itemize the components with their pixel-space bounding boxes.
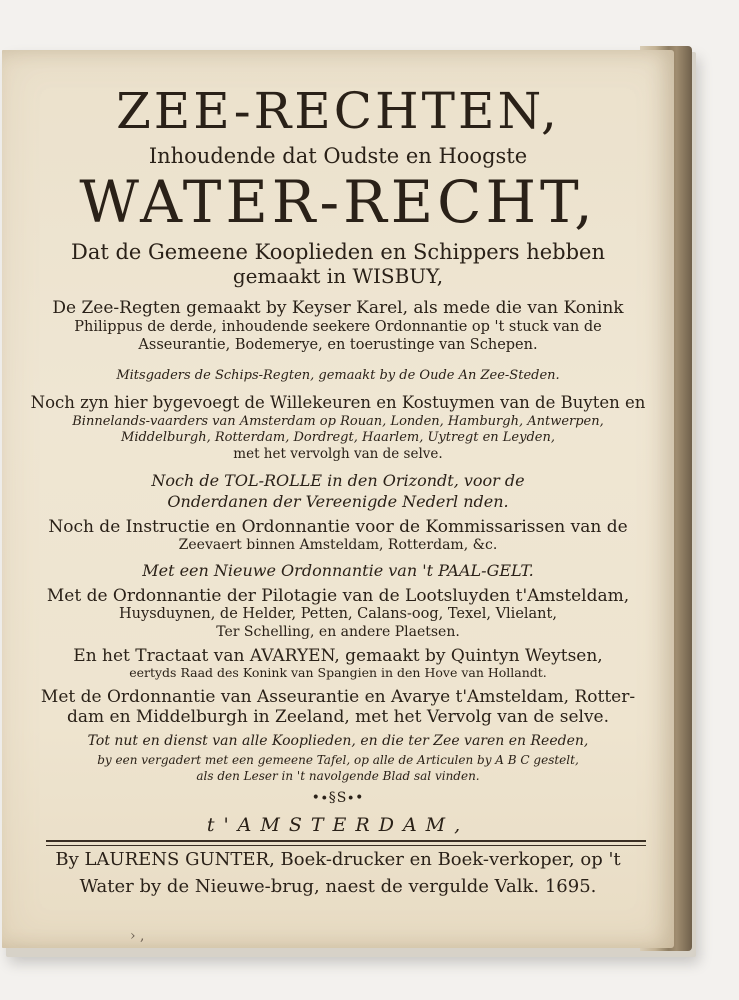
margin-mark: › , xyxy=(130,928,145,944)
text-line: Met een Nieuwe Ordonnantie van 't PAAL-GELT. xyxy=(142,561,534,580)
text-line: Dat de Gemeene Kooplieden en Schippers hebben xyxy=(70,240,605,264)
text-line: Noch de Instructie en Ordonnantie voor de Kommissarissen van de xyxy=(48,517,628,537)
printers-ornament: •∙§S∙• xyxy=(311,790,365,806)
text-line: eertyds Raad des Konink van Spangien in den Hove van Hollandt. xyxy=(129,665,547,680)
printer-imprint-line: By LAURENS GUNTER, Boek-drucker en Boek-verkoper, op 't xyxy=(55,849,621,870)
text-line: Tot nut en dienst van alle Kooplieden, en die ter Zee varen en Reeden, xyxy=(87,733,589,749)
text-line: dam en Middelburgh in Zeeland, met het Vervolg van de selve. xyxy=(66,707,610,727)
text-line: Binnelands-vaarders van Amsterdam op Rouan, Londen, Hamburgh, Antwerpen, xyxy=(72,414,604,429)
text-line: Mitsgaders de Schips-Regten, gemaakt by de Oude An Zee-Steden. xyxy=(116,368,560,383)
text-line: Ter Schelling, en andere Plaetsen. xyxy=(216,624,460,640)
subtitle-line: Inhoudende dat Oudste en Hoogste xyxy=(148,144,528,168)
double-rule-bottom xyxy=(46,845,646,846)
text-line: gemaakt in WISBUY, xyxy=(232,264,444,288)
text-line: De Zee-Regten gemaakt by Keyser Karel, als mede die van Konink xyxy=(52,298,624,318)
title-page xyxy=(2,50,674,948)
text-line: En het Tractaat van AVARYEN, gemaakt by Quintyn Weytsen, xyxy=(73,646,603,666)
text-line: Middelburgh, Rotterdam, Dordregt, Haarlem, Uytregt en Leyden, xyxy=(121,430,555,445)
text-line: Onderdanen der Vereenigde Nederl nden. xyxy=(167,492,509,511)
main-title: ZEE-RECHTEN, xyxy=(116,82,560,140)
text-line: Met de Ordonnantie van Asseurantie en Avarye t'Amsteldam, Rotter- xyxy=(40,687,636,707)
text-line: Met de Ordonnantie der Pilotagie van de Lootsluyden t'Amsteldam, xyxy=(46,586,630,606)
text-line: Noch de TOL-ROLLE in den Orizondt, voor de xyxy=(151,471,525,490)
text-line: met het vervolgh van de selve. xyxy=(233,446,443,462)
printer-imprint-line: Water by de Nieuwe-brug, naest de vergulde Valk. 1695. xyxy=(79,876,597,897)
text-line: Asseurantie, Bodemerye, en toerustinge van Schepen. xyxy=(138,337,538,353)
headline-water-recht: WATER-RECHT, xyxy=(79,168,597,236)
text-line: Philippus de derde, inhoudende seekere Ordonnantie op 't stuck van de xyxy=(74,319,602,335)
text-line: Huysduynen, de Helder, Petten, Calans-oog, Texel, Vlielant, xyxy=(119,606,557,622)
place-of-printing: t'AMSTERDAM, xyxy=(206,814,470,836)
double-rule-top xyxy=(46,840,646,842)
text-line: by een vergadert met een gemeene Tafel, op alle de Articulen by A B C gestelt, xyxy=(97,753,579,767)
text-line: als den Leser in 't navolgende Blad sal vinden. xyxy=(196,769,480,783)
text-line: Noch zyn hier bygevoegt de Willekeuren en Kostuymen van de Buyten en xyxy=(30,393,646,412)
text-line: Zeevaert binnen Amsteldam, Rotterdam, &c. xyxy=(178,537,498,553)
